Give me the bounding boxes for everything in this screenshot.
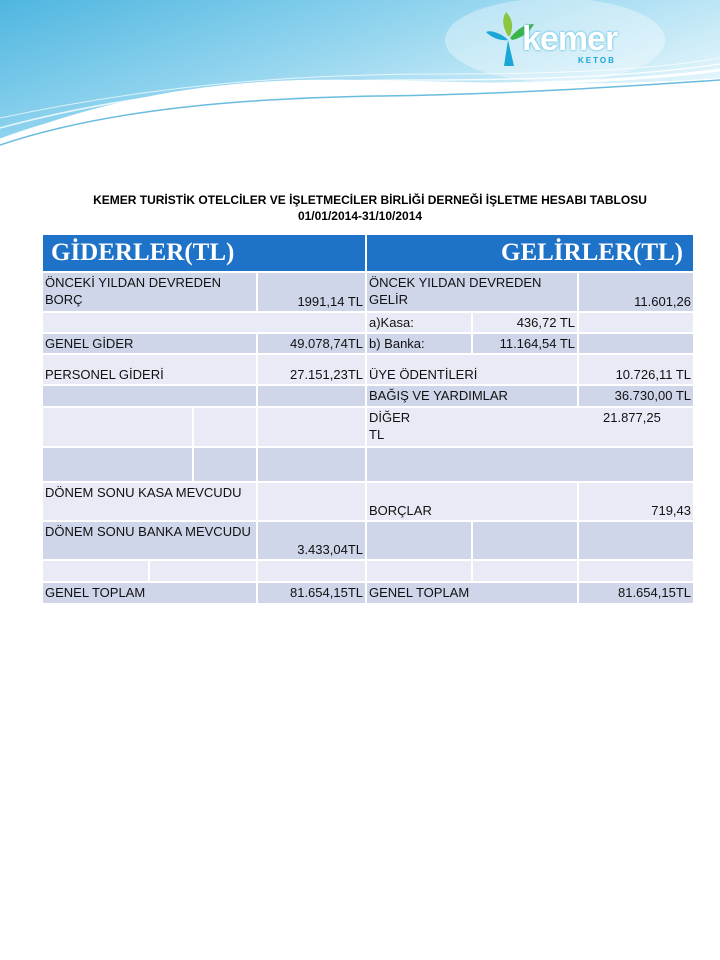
empty-cell	[579, 522, 693, 559]
brand-name: kemer	[522, 20, 618, 58]
period-bank-label: DÖNEM SONU BANKA MEVCUDU	[43, 522, 256, 559]
cash-value: 436,72 TL	[473, 313, 577, 332]
document-title: KEMER TURİSTİK OTELCİLER VE İŞLETMECİLER BİRLİĞİ DERNEĞİ İŞLETME HESABI TABLOSU	[93, 193, 647, 207]
donation-label: BAĞIŞ VE YARDIMLAR	[367, 386, 577, 406]
membership-label: ÜYE ÖDENTİLERİ	[367, 355, 577, 384]
empty-cell	[258, 483, 365, 520]
prev-debt-label: ÖNCEKİ YILDAN DEVREDEN BORÇ	[43, 273, 256, 311]
account-table	[43, 235, 693, 603]
other-unit: TL	[369, 427, 385, 442]
empty-cell	[43, 313, 365, 332]
expenses-header: GİDERLER(TL)	[43, 235, 365, 271]
empty-cell	[258, 386, 365, 406]
empty-cell	[194, 408, 256, 446]
empty-cell	[579, 334, 693, 353]
brand-sub: KETOB	[578, 56, 616, 65]
membership-value: 10.726,11 TL	[579, 355, 693, 384]
empty-cell	[473, 522, 577, 559]
general-expense-value: 49.078,74TL	[258, 334, 365, 353]
period-cash-label: DÖNEM SONU KASA MEVCUDU	[43, 483, 256, 520]
total-value-left: 81.654,15TL	[258, 583, 365, 603]
empty-cell	[579, 313, 693, 332]
empty-cell	[150, 561, 256, 581]
document-period: 01/01/2014-31/10/2014	[297, 209, 423, 223]
empty-cell	[194, 448, 256, 481]
total-label-left: GENEL TOPLAM	[43, 583, 256, 603]
other-value: 21.877,25	[603, 410, 661, 425]
income-header: GELİRLER(TL)	[367, 235, 693, 271]
other-income-cell	[367, 408, 693, 446]
total-value-right: 81.654,15TL	[579, 583, 693, 603]
empty-cell	[258, 561, 365, 581]
empty-cell	[367, 522, 471, 559]
other-label: DİĞER	[369, 410, 411, 425]
debts-label: BORÇLAR	[367, 483, 577, 520]
prev-income-label: ÖNCEK YILDAN DEVREDEN GELİR	[367, 273, 577, 311]
donation-value: 36.730,00 TL	[579, 386, 693, 406]
bank-label: b) Banka:	[367, 334, 471, 353]
prev-income-value: 11.601,26	[579, 273, 693, 311]
empty-cell	[43, 386, 256, 406]
prev-debt-value: 1991,14 TL	[258, 273, 365, 311]
empty-cell	[367, 561, 471, 581]
empty-cell	[43, 408, 192, 446]
personnel-label: PERSONEL GİDERİ	[43, 355, 256, 384]
empty-cell	[367, 448, 693, 481]
debts-value: 719,43	[579, 483, 693, 520]
personnel-value: 27.151,23TL	[258, 355, 365, 384]
general-expense-label: GENEL GİDER	[43, 334, 256, 353]
empty-cell	[473, 561, 577, 581]
total-label-right: GENEL TOPLAM	[367, 583, 577, 603]
empty-cell	[43, 448, 192, 481]
empty-cell	[258, 448, 365, 481]
period-bank-value: 3.433,04TL	[258, 522, 365, 559]
cash-label: a)Kasa:	[367, 313, 471, 332]
empty-cell	[258, 408, 365, 446]
empty-cell	[43, 561, 148, 581]
empty-cell	[579, 561, 693, 581]
bank-value: 11.164,54 TL	[473, 334, 577, 353]
